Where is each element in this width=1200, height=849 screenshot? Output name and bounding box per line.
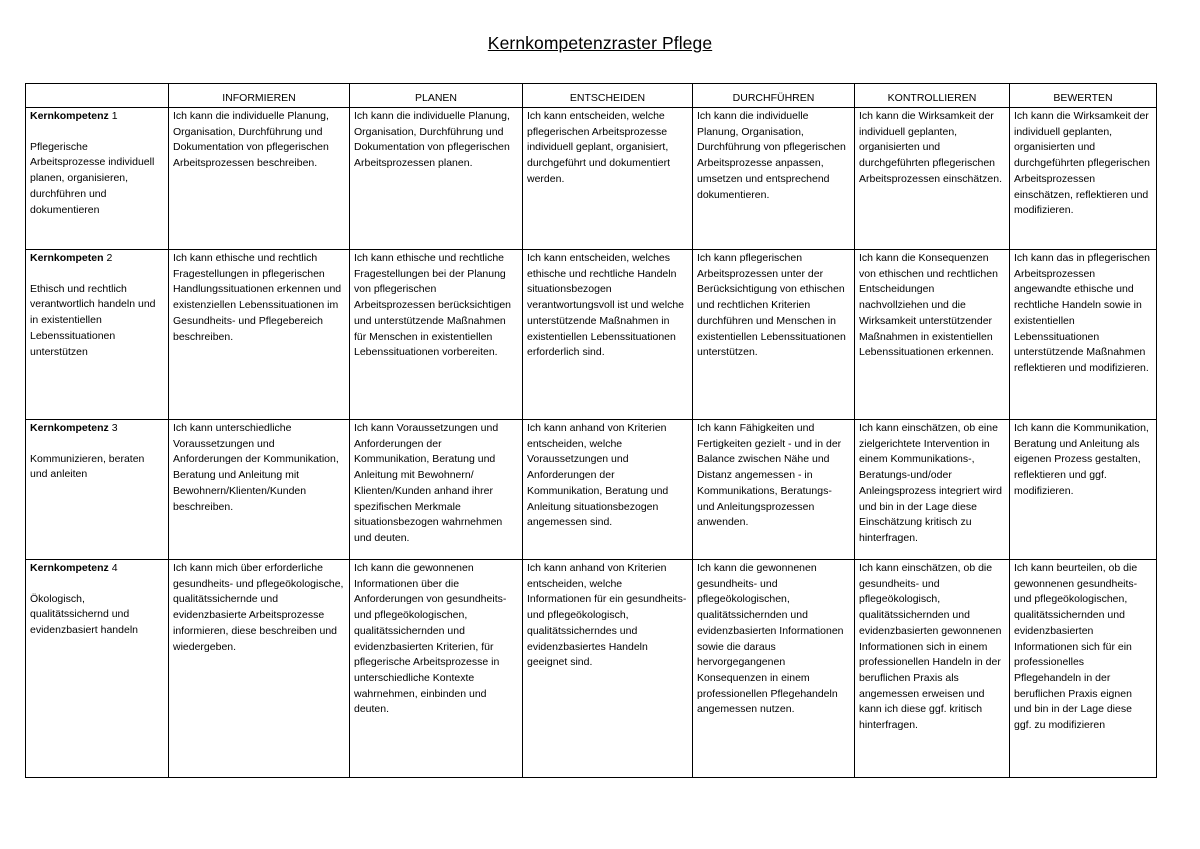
competency-number: 2	[106, 252, 113, 264]
header-row	[26, 84, 1157, 108]
header-bewerten: BEWERTEN	[1010, 84, 1157, 108]
table-cell: Ich kann ethische und rechtlich Fragestellungen in pflegerischen Handlungssituationen erkennen und existenziellen Lebenssituationen im Gesundheits- und Pflegebereich beschreiben.	[169, 250, 350, 420]
table-cell: Ich kann die gewonnenen Informationen über die Anforderungen von gesundheits- und pflegeökologischen, qualitätssichernden und evidenzbasierten Kriterien, für pflegerische Arbeitsprozesse in unterschiedliche Kontexte wahrnehmen, einbinden und deuten.	[350, 560, 523, 778]
competency-description: Ethisch und rechtlich verantwortlich handeln und in existentiellen Lebenssituationen unterstützen	[30, 282, 156, 358]
table-cell: Ich kann entscheiden, welches ethische und rechtliche Handeln situationsbezogen verantwortungsvoll ist und welche unterstützende Maßnahmen in existentiellen Lebenssituationen erforderlich sind.	[523, 250, 693, 420]
table-cell: Ich kann die individuelle Planung, Organisation, Durchführung von pflegerischen Arbeitsprozesse anpassen, umsetzen und entsprechend dokumentieren.	[693, 108, 855, 250]
table-cell: Ich kann die individuelle Planung, Organisation, Durchführung und Dokumentation von pflegerischen Arbeitsprozessen planen.	[350, 108, 523, 250]
table-cell: Ich kann beurteilen, ob die gewonnenen gesundheits- und pflegeökologischen, qualitätssichernden und evidenzbasierten Informationen sich für ein professionelles Pflegehandeln in der beruflichen Praxis eignen und bin in der Lage diese ggf. zu modifizieren	[1010, 560, 1157, 778]
table-cell: Ich kann die gewonnenen gesundheits- und pflegeökologischen, qualitätssichernden und evidenzbasierten Informationen sowie die daraus hervorgegangenen Konsequenzen in einem professionellen Pflegehandeln angemessen nutzen.	[693, 560, 855, 778]
table-cell: Ich kann die Kommunikation, Beratung und Anleitung als eigenen Prozess gestalten, reflektieren und ggf. modifizieren.	[1010, 420, 1157, 560]
table-cell: Ich kann Fähigkeiten und Fertigkeiten gezielt - und in der Balance zwischen Nähe und Distanz angemessen - in Kommunikations, Beratungs- und Anleitungsprozessen anwenden.	[693, 420, 855, 560]
competency-title: Kernkompetenz	[30, 110, 109, 122]
header-entscheiden: ENTSCHEIDEN	[523, 84, 693, 108]
competency-number: 4	[111, 562, 118, 574]
competency-label-cell	[26, 420, 169, 560]
header-planen: PLANEN	[350, 84, 523, 108]
table-cell: Ich kann einschätzen, ob die gesundheits- und pflegeökologisch, qualitätssichernden und evidenzbasierten gewonnenen Informationen sich in einem professionellen Handeln in der beruflichen Praxis als angemessen erweisen und kann ich diese ggf. kritisch hinterfragen.	[855, 560, 1010, 778]
competency-table	[25, 83, 1157, 778]
table-cell: Ich kann die individuelle Planung, Organisation, Durchführung und Dokumentation von pflegerischen Arbeitsprozessen beschreiben.	[169, 108, 350, 250]
table-row	[26, 560, 1157, 778]
table-cell: Ich kann einschätzen, ob eine zielgerichtete Intervention in einem Kommunikations-, Beratungs-und/oder Anleingsprozess integriert wird und bin in der Lage diese Einschätzung kritisch zu hinterfragen.	[855, 420, 1010, 560]
competency-label-cell	[26, 560, 169, 778]
table-cell: Ich kann mich über erforderliche gesundheits- und pflegeökologische, qualitätssichernde und evidenzbasierte Arbeitsprozesse informieren, diese beschreiben und wiedergeben.	[169, 560, 350, 778]
table-cell: Ich kann ethische und rechtliche Fragestellungen bei der Planung von pflegerischen Arbeitsprozessen berücksichtigen und unterstützende Maßnahmen für Menschen in existentiellen Lebenssituationen vorbereiten.	[350, 250, 523, 420]
table-cell: Ich kann das in pflegerischen Arbeitsprozessen angewandte ethische und rechtliche Handeln sowie in existentiellen Lebenssituationen unterstützende Maßnahmen reflektieren und modifizieren.	[1010, 250, 1157, 420]
competency-title: Kernkompeten	[30, 252, 104, 264]
competency-number: 3	[111, 422, 118, 434]
competency-title: Kernkompetenz	[30, 562, 109, 574]
table-cell: Ich kann unterschiedliche Voraussetzungen und Anforderungen der Kommunikation, Beratung und Anleitung mit Bewohnern/Klienten/Kunden beschreiben.	[169, 420, 350, 560]
competency-description: Ökologisch, qualitätssichernd und evidenzbasiert handeln	[30, 592, 138, 637]
table-cell: Ich kann anhand von Kriterien entscheiden, welche Informationen für ein gesundheits- und pflegeökologisch, qualitätssicherndes und evidenzbasiertes Handeln geeignet sind.	[523, 560, 693, 778]
table-cell: Ich kann anhand von Kriterien entscheiden, welche Voraussetzungen und Anforderungen der Kommunikation, Beratung und Anleitung situationsbezogen angemessen sind.	[523, 420, 693, 560]
header-durchfuehren: DURCHFÜHREN	[693, 84, 855, 108]
competency-description: Pflegerische Arbeitsprozesse individuell planen, organisieren, durchführen und dokumentieren	[30, 140, 155, 216]
table-row	[26, 108, 1157, 250]
table-cell: Ich kann die Wirksamkeit der individuell geplanten, organisierten und durchgeführten pflegerischen Arbeitsprozessen einschätzen.	[855, 108, 1010, 250]
header-empty-cell	[26, 84, 169, 108]
table-cell: Ich kann pflegerischen Arbeitsprozessen unter der Berücksichtigung von ethischen und rechtlichen Kriterien durchführen und Menschen in existentiellen Lebenssituationen unterstützen.	[693, 250, 855, 420]
competency-title: Kernkompetenz	[30, 422, 109, 434]
page-title: Kernkompetenzraster Pflege	[487, 33, 713, 53]
competency-description: Kommunizieren, beraten und anleiten	[30, 452, 145, 481]
competency-number: 1	[111, 110, 118, 122]
table-row	[26, 420, 1157, 560]
header-informieren: INFORMIEREN	[169, 84, 350, 108]
table-cell: Ich kann Voraussetzungen und Anforderungen der Kommunikation, Beratung und Anleitung mit Bewohnern/ Klienten/Kunden anhand ihrer spezifischen Merkmale situationsbezogen wahrnehmen und deuten.	[350, 420, 523, 560]
header-kontrollieren: KONTROLLIEREN	[855, 84, 1010, 108]
table-cell: Ich kann die Konsequenzen von ethischen und rechtlichen Entscheidungen nachvollziehen und die Wirksamkeit unterstützender Maßnahmen in existentiellen Lebenssituationen erkennen.	[855, 250, 1010, 420]
table-row	[26, 250, 1157, 420]
competency-label-cell	[26, 108, 169, 250]
competency-label-cell	[26, 250, 169, 420]
table-cell: Ich kann die Wirksamkeit der individuell geplanten, organisierten und durchgeführten pflegerischen Arbeitsprozessen einschätzen, reflektieren und modifizieren.	[1010, 108, 1157, 250]
table-cell: Ich kann entscheiden, welche pflegerischen Arbeitsprozesse individuell geplant, organisiert, durchgeführt und dokumentiert werden.	[523, 108, 693, 250]
